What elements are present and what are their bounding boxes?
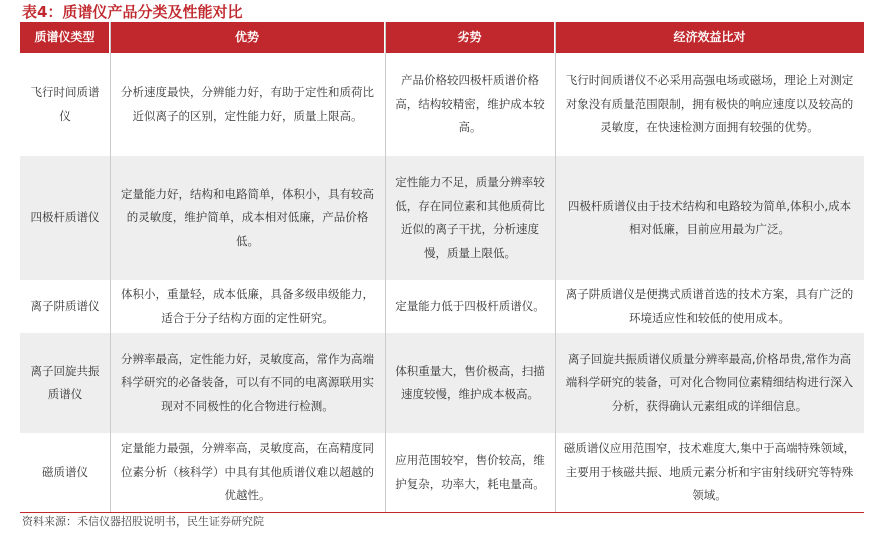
source-note: 资料来源：禾信仪器招股说明书，民生证券研究院 xyxy=(22,515,264,528)
row-disadvantages-cell: 定性能力不足，质量分辨率较低，存在同位素和其他质荷比近似的离子干扰，分析速度慢，质量上限低。 xyxy=(385,156,555,281)
row-type-cell: 离子回旋共振质谱仪 xyxy=(20,333,110,434)
header-disadvantages: 劣势 xyxy=(385,22,555,54)
row-economics-cell: 飞行时间质谱仪不必采用高强电场或磁场，理论上对测定对象没有质量范围限制，拥有极快的响应速度以及较高的灵敏度，在快速检测方面拥有较强的优势。 xyxy=(555,54,864,156)
row-disadvantages-cell: 产品价格较四极杆质谱价格高，结构较精密，维护成本较高。 xyxy=(385,54,555,156)
row-advantages-cell: 定量能力最强，分辨率高，灵敏度高，在高精度同位素分析（核科学）中具有其他质谱仪难以超越的优越性。 xyxy=(110,434,385,512)
row-type-cell: 四极杆质谱仪 xyxy=(20,156,110,281)
row-advantages-cell: 分辨率最高，定性能力好，灵敏度高，常作为高端科学研究的必备装备，可以有不同的电离源联用实现对不同极性的化合物进行检测。 xyxy=(110,333,385,434)
column-divider xyxy=(555,22,556,512)
row-economics-cell: 离子阱质谱仪是便携式质谱首选的技术方案，具有广泛的环境适应性和较低的使用成本。 xyxy=(555,281,864,333)
row-disadvantages-cell: 定量能力低于四极杆质谱仪。 xyxy=(385,281,555,333)
row-advantages-cell: 定量能力好，结构和电路简单，体积小，具有较高的灵敏度，维护简单，成本相对低廉，产品价格低。 xyxy=(110,156,385,281)
row-disadvantages-cell: 应用范围较窄，售价较高，维护复杂，功率大，耗电量高。 xyxy=(385,434,555,512)
row-disadvantages-cell: 体积重量大，售价极高，扫描速度较慢，维护成本极高。 xyxy=(385,333,555,434)
row-economics-cell: 四极杆质谱仪由于技术结构和电路较为简单,体积小,成本相对低廉，目前应用最为广泛。 xyxy=(555,156,864,281)
row-type-cell: 离子阱质谱仪 xyxy=(20,281,110,333)
table-title: 表4：质谱仪产品分类及性能对比 xyxy=(22,3,243,21)
header-advantages: 优势 xyxy=(110,22,385,54)
row-type-cell: 磁质谱仪 xyxy=(20,434,110,512)
row-advantages-cell: 分析速度最快，分辨能力好，有助于定性和质荷比近似离子的区别，定性能力好，质量上限高。 xyxy=(110,54,385,156)
column-divider xyxy=(385,22,386,512)
header-type: 质谱仪类型 xyxy=(20,22,110,54)
row-type-cell: 飞行时间质谱仪 xyxy=(20,54,110,156)
column-divider xyxy=(110,22,111,512)
comparison-table xyxy=(20,22,864,512)
row-economics-cell: 离子回旋共振质谱仪质量分辨率最高,价格昂贵,常作为高端科学研究的装备，可对化合物同位素精细结构进行深入分析，获得确认元素组成的详细信息。 xyxy=(555,333,864,434)
header-economics: 经济效益比对 xyxy=(555,22,864,54)
row-economics-cell: 磁质谱仪应用范围窄，技术难度大,集中于高端特殊领域，主要用于核磁共振、地质元素分析和宇宙射线研究等特殊领域。 xyxy=(555,434,864,512)
row-advantages-cell: 体积小，重量轻，成本低廉，具备多级串级能力，适合于分子结构方面的定性研究。 xyxy=(110,281,385,333)
